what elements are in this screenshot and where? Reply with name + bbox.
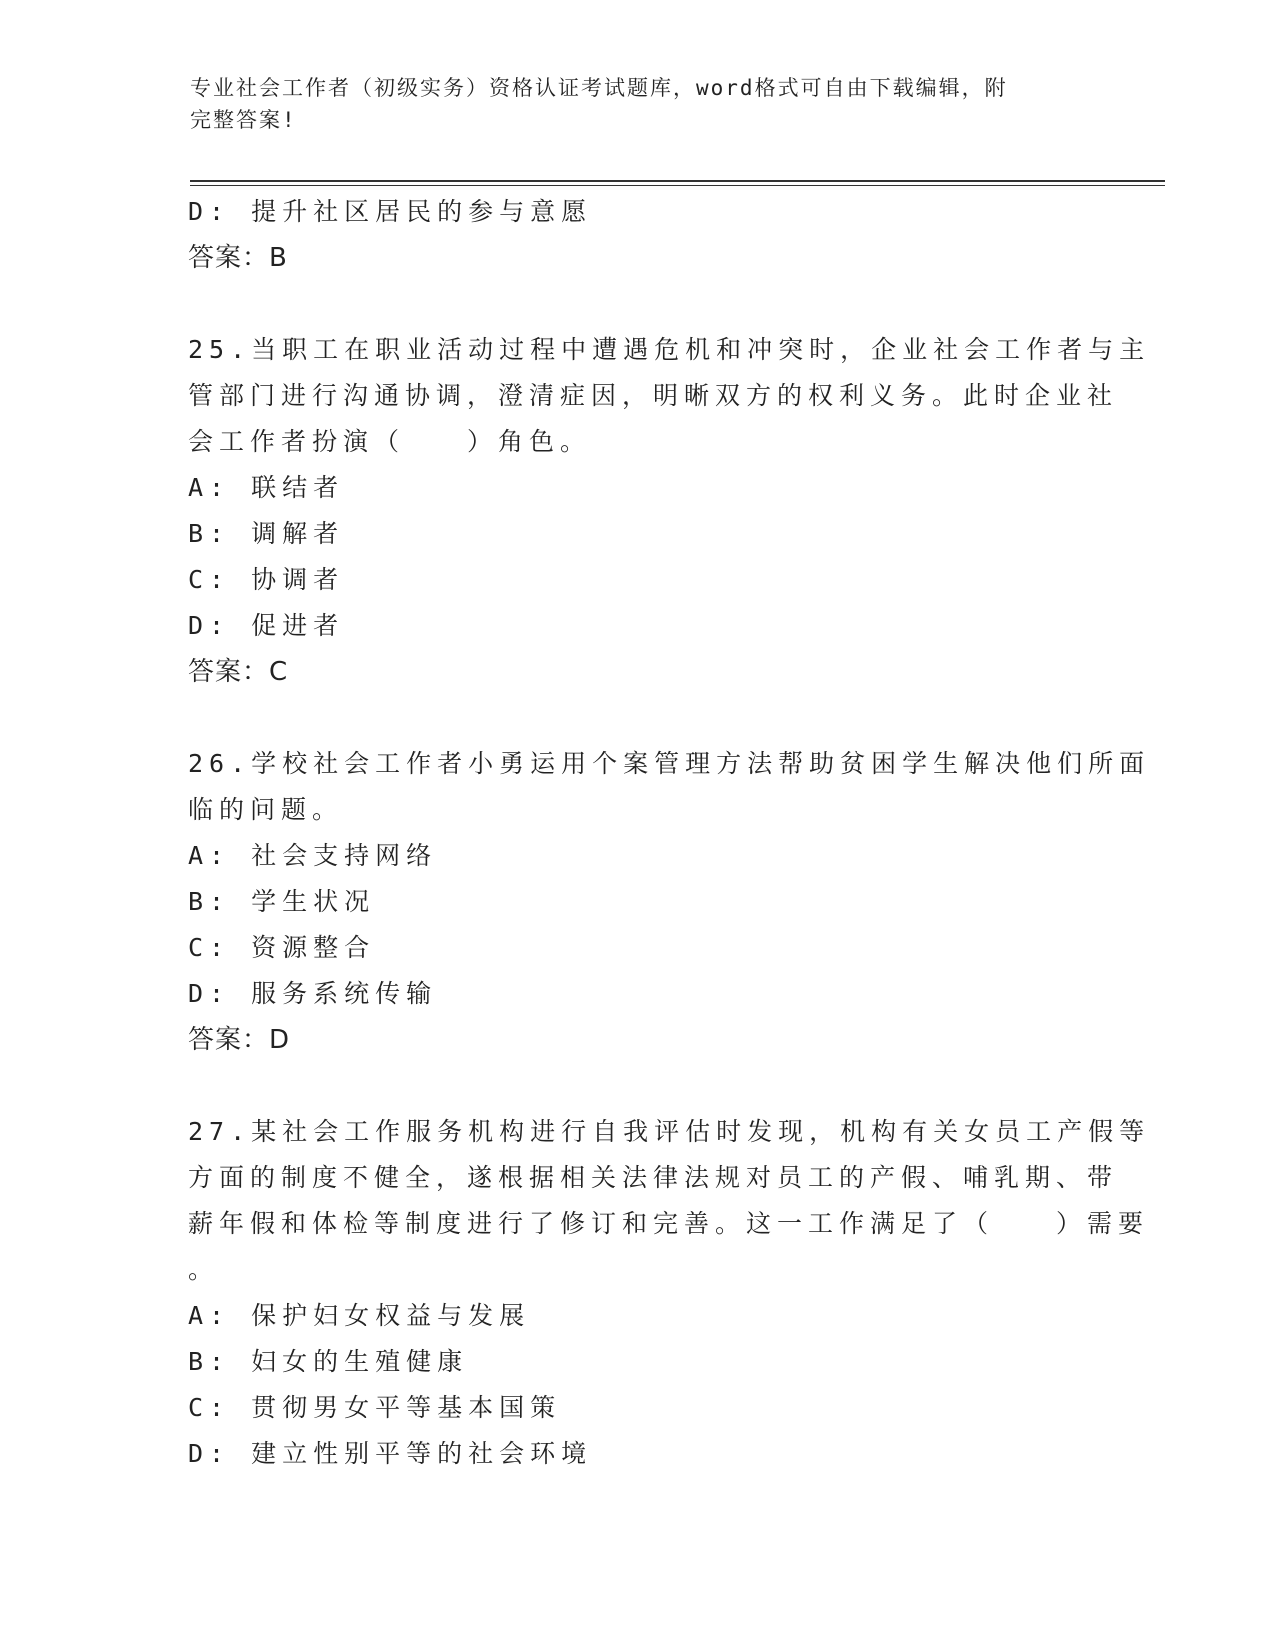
question-content — [188, 189, 1151, 1477]
question-27 — [188, 1109, 1151, 1477]
answer-line: 答案：B — [188, 243, 288, 273]
answer-line: 答案：D — [188, 1025, 291, 1055]
option-b: B: 学生状况 — [188, 887, 376, 916]
header-line-1: 专业社会工作者（初级实务）资格认证考试题库，word格式可自由下载编辑，附 — [190, 76, 1008, 100]
option-d: D: 建立性别平等的社会环境 — [188, 1439, 593, 1468]
spacer — [188, 1063, 1088, 1109]
document-header — [190, 72, 1090, 136]
question-26 — [188, 741, 1151, 1063]
option-b: B: 妇女的生殖健康 — [188, 1347, 469, 1376]
header-line-2: 完整答案! — [190, 108, 297, 132]
header-rule-thin — [190, 185, 1165, 186]
option-d: D: 提升社区居民的参与意愿 — [188, 197, 593, 226]
option-c: C: 协调者 — [188, 565, 345, 594]
question-25 — [188, 327, 1151, 695]
previous-question-tail — [188, 189, 1088, 281]
option-a: A: 联结者 — [188, 473, 345, 502]
question-stem-line: 25.当职工在职业活动过程中遭遇危机和冲突时，企业社会工作者与主 — [188, 335, 1151, 364]
option-b: B: 调解者 — [188, 519, 345, 548]
header-rule-thick — [190, 180, 1165, 182]
option-d: D: 服务系统传输 — [188, 979, 438, 1008]
question-stem-line: 会工作者扮演（ ）角色。 — [188, 427, 592, 456]
question-stem-line: 26.学校社会工作者小勇运用个案管理方法帮助贫困学生解决他们所面 — [188, 749, 1151, 778]
spacer — [188, 281, 1088, 327]
answer-line: 答案：C — [188, 657, 289, 687]
option-a: A: 保护妇女权益与发展 — [188, 1301, 531, 1330]
question-stem-line: 薪年假和体检等制度进行了修订和完善。这一工作满足了（ ）需要 — [188, 1209, 1150, 1238]
option-a: A: 社会支持网络 — [188, 841, 438, 870]
question-stem-line: 管部门进行沟通协调，澄清症因，明晰双方的权利义务。此时企业社 — [188, 381, 1119, 410]
question-stem-line: 27.某社会工作服务机构进行自我评估时发现，机构有关女员工产假等 — [188, 1117, 1151, 1146]
option-c: C: 贯彻男女平等基本国策 — [188, 1393, 562, 1422]
option-c: C: 资源整合 — [188, 933, 376, 962]
question-stem-line: 方面的制度不健全，遂根据相关法律法规对员工的产假、哺乳期、带 — [188, 1163, 1119, 1192]
spacer — [188, 695, 1088, 741]
question-stem-line: 。 — [188, 1255, 220, 1284]
question-stem-line: 临的问题。 — [188, 795, 344, 824]
option-d: D: 促进者 — [188, 611, 345, 640]
